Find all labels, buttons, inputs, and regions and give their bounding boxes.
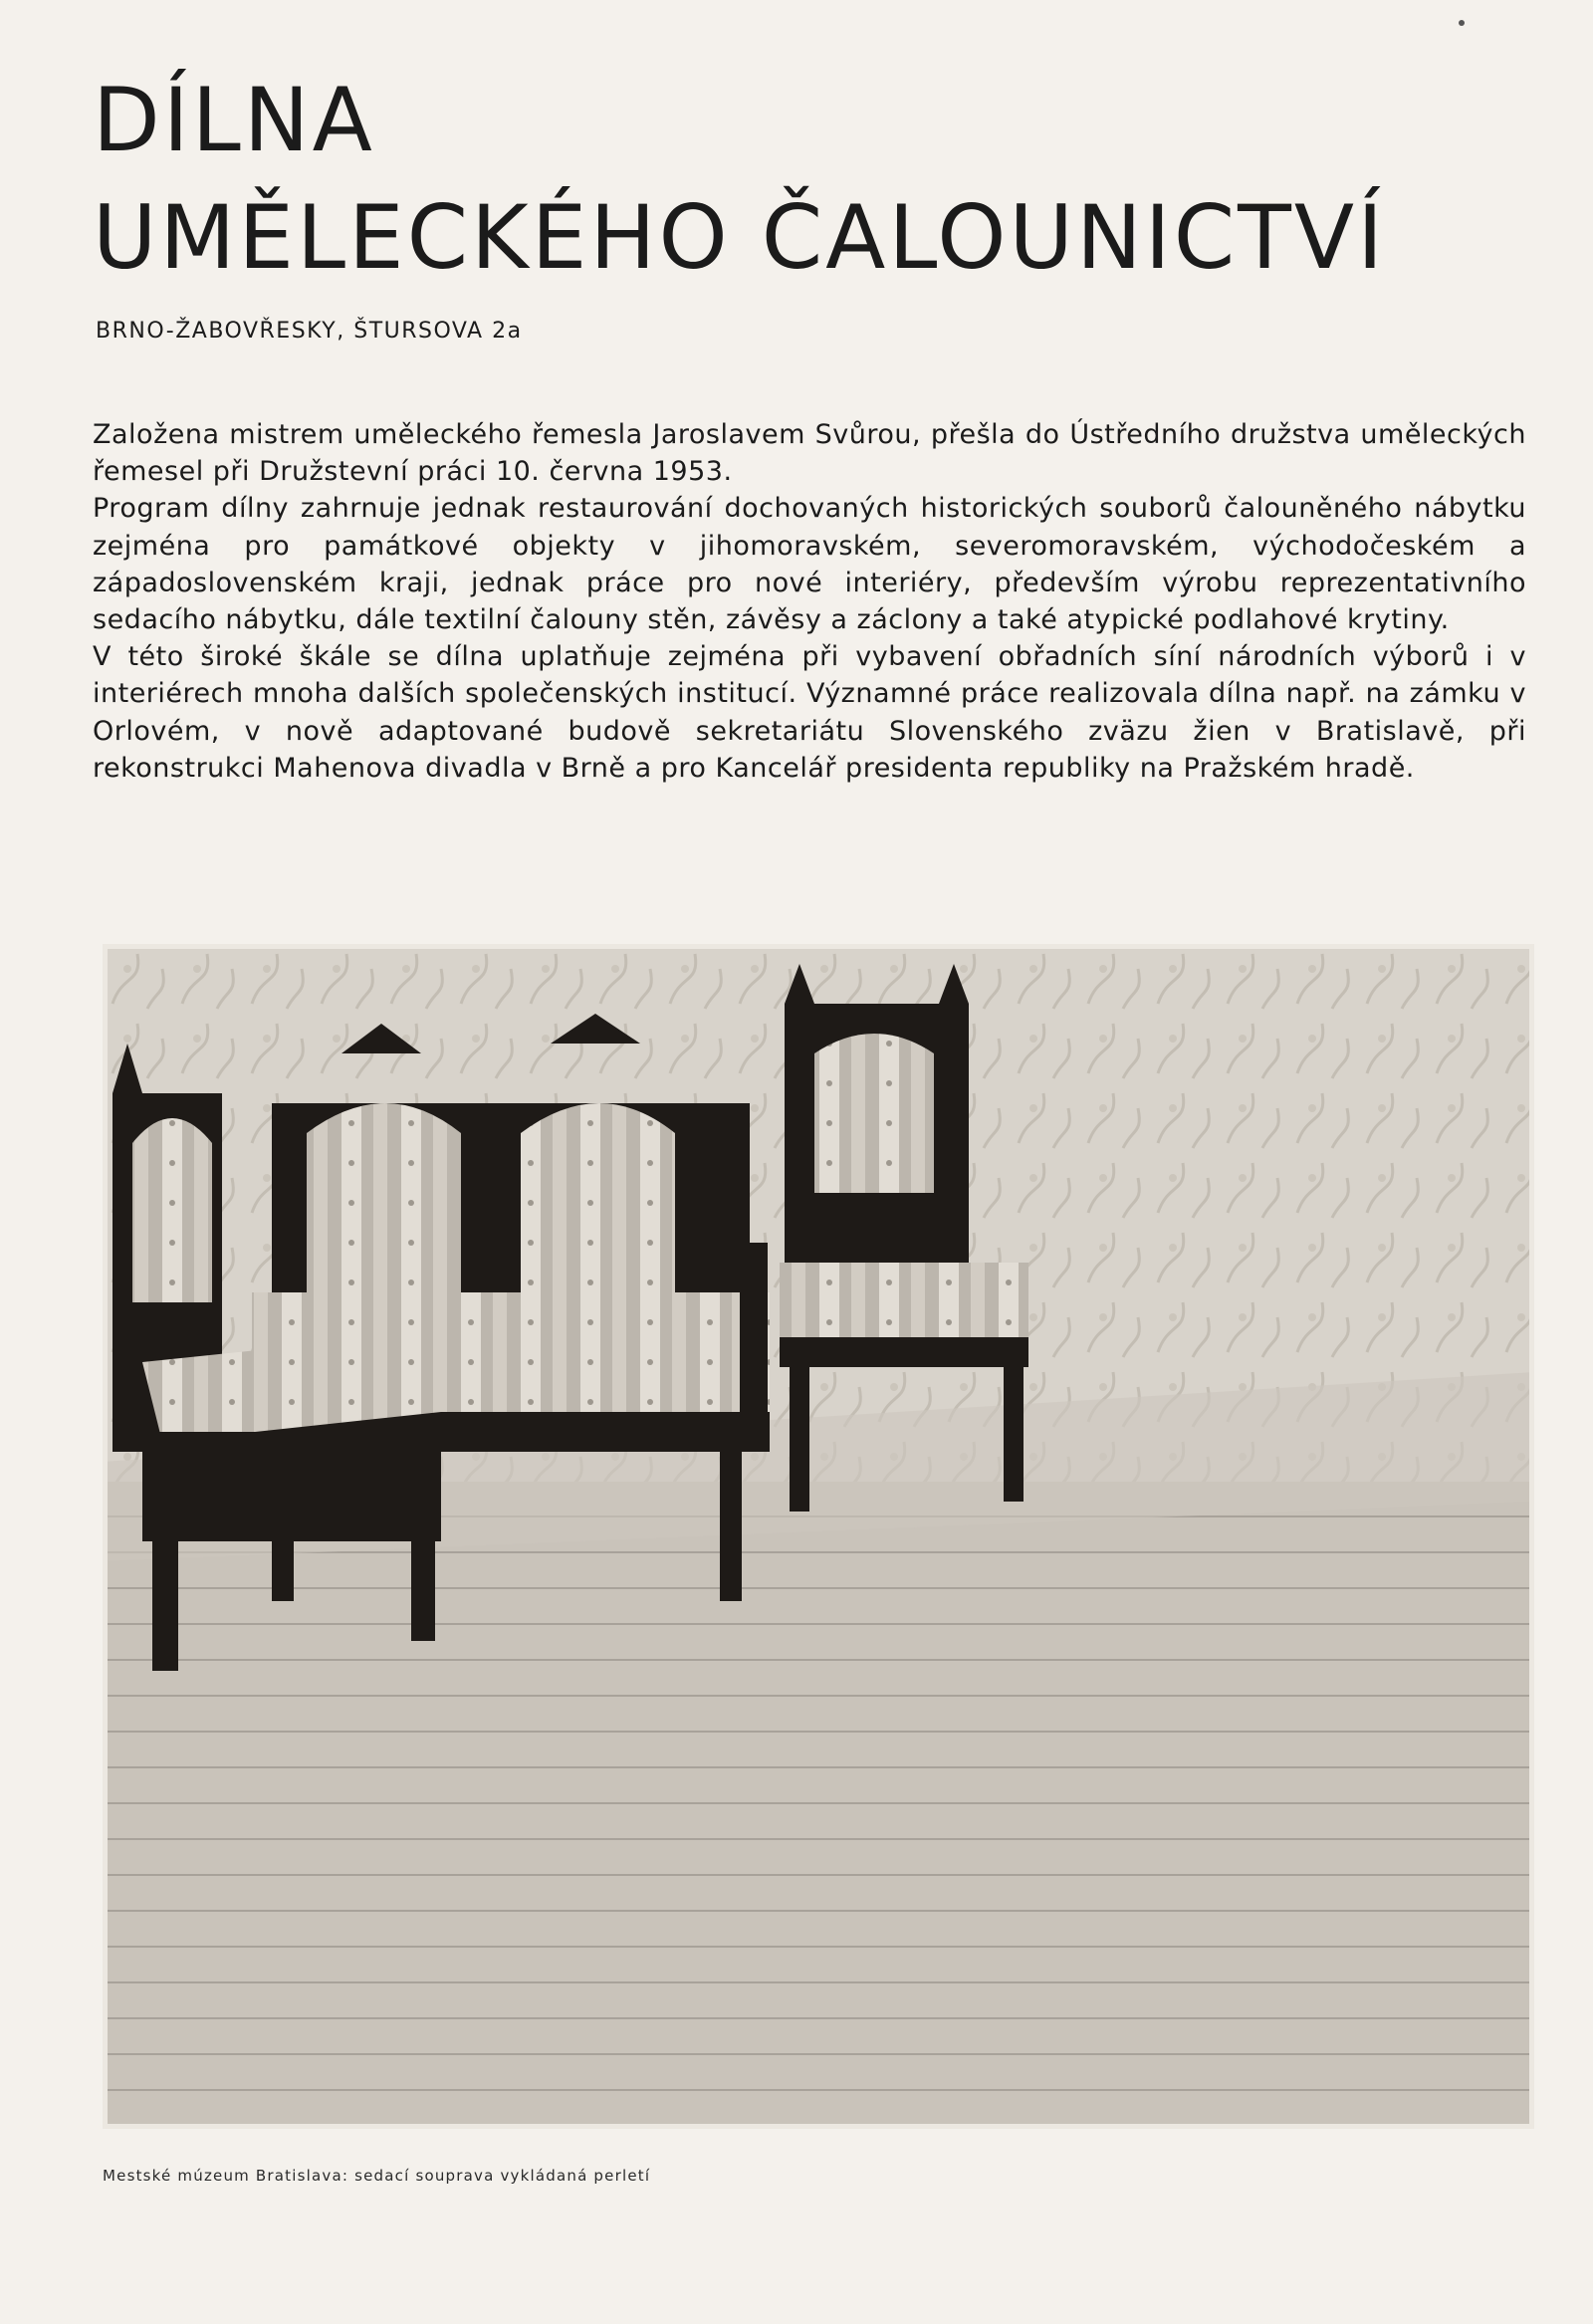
title-line-1: DÍLNA <box>93 69 375 171</box>
furniture-photo <box>103 944 1534 2129</box>
title-line-2: UMĚLECKÉHO ČALOUNICTVÍ <box>93 186 1387 289</box>
body-text <box>93 416 1526 787</box>
paragraph-realizations: V této široké škále se dílna uplatňuje zejména při vybavení obřadních síní národních výborů i v interiérech mnoha dalších společenských institucí. Významné práce realizovala dílna např. na zámku v Orlovém, v nově adaptované budově sekretariátu Slovenského zväzu žien v Bratislavě, při rekonstrukci Mahenova divadla v Brně a pro Kancelář presidenta republiky na Pražském hradě. <box>93 641 1526 784</box>
paragraph-program: Program dílny zahrnuje jednak restaurování dochovaných historických souborů čalouněného nábytku zejména pro památkové objekty v jihomoravském, severomoravském, východočeském a západoslovenském kraji, jednak práce pro nové interiéry, především výrobu reprezentativního sedacího nábytku, dále textilní čalouny stěn, závěsy a záclony a také atypické podlahové krytiny. <box>93 493 1526 636</box>
paragraph-founding: Založena mistrem uměleckého řemesla Jaroslavem Svůrou, přešla do Ústředního družstva uměleckých řemesel při Družstevní práci 10. června 1953. <box>93 419 1526 488</box>
photo-caption: Mestské múzeum Bratislava: sedací souprava vykládaná perletí <box>103 2167 651 2185</box>
address-line: BRNO-ŽABOVŘESKY, ŠTURSOVA 2a <box>96 319 523 344</box>
page-title <box>93 62 1546 297</box>
floor <box>103 1482 1534 2129</box>
print-speck <box>1459 20 1465 26</box>
